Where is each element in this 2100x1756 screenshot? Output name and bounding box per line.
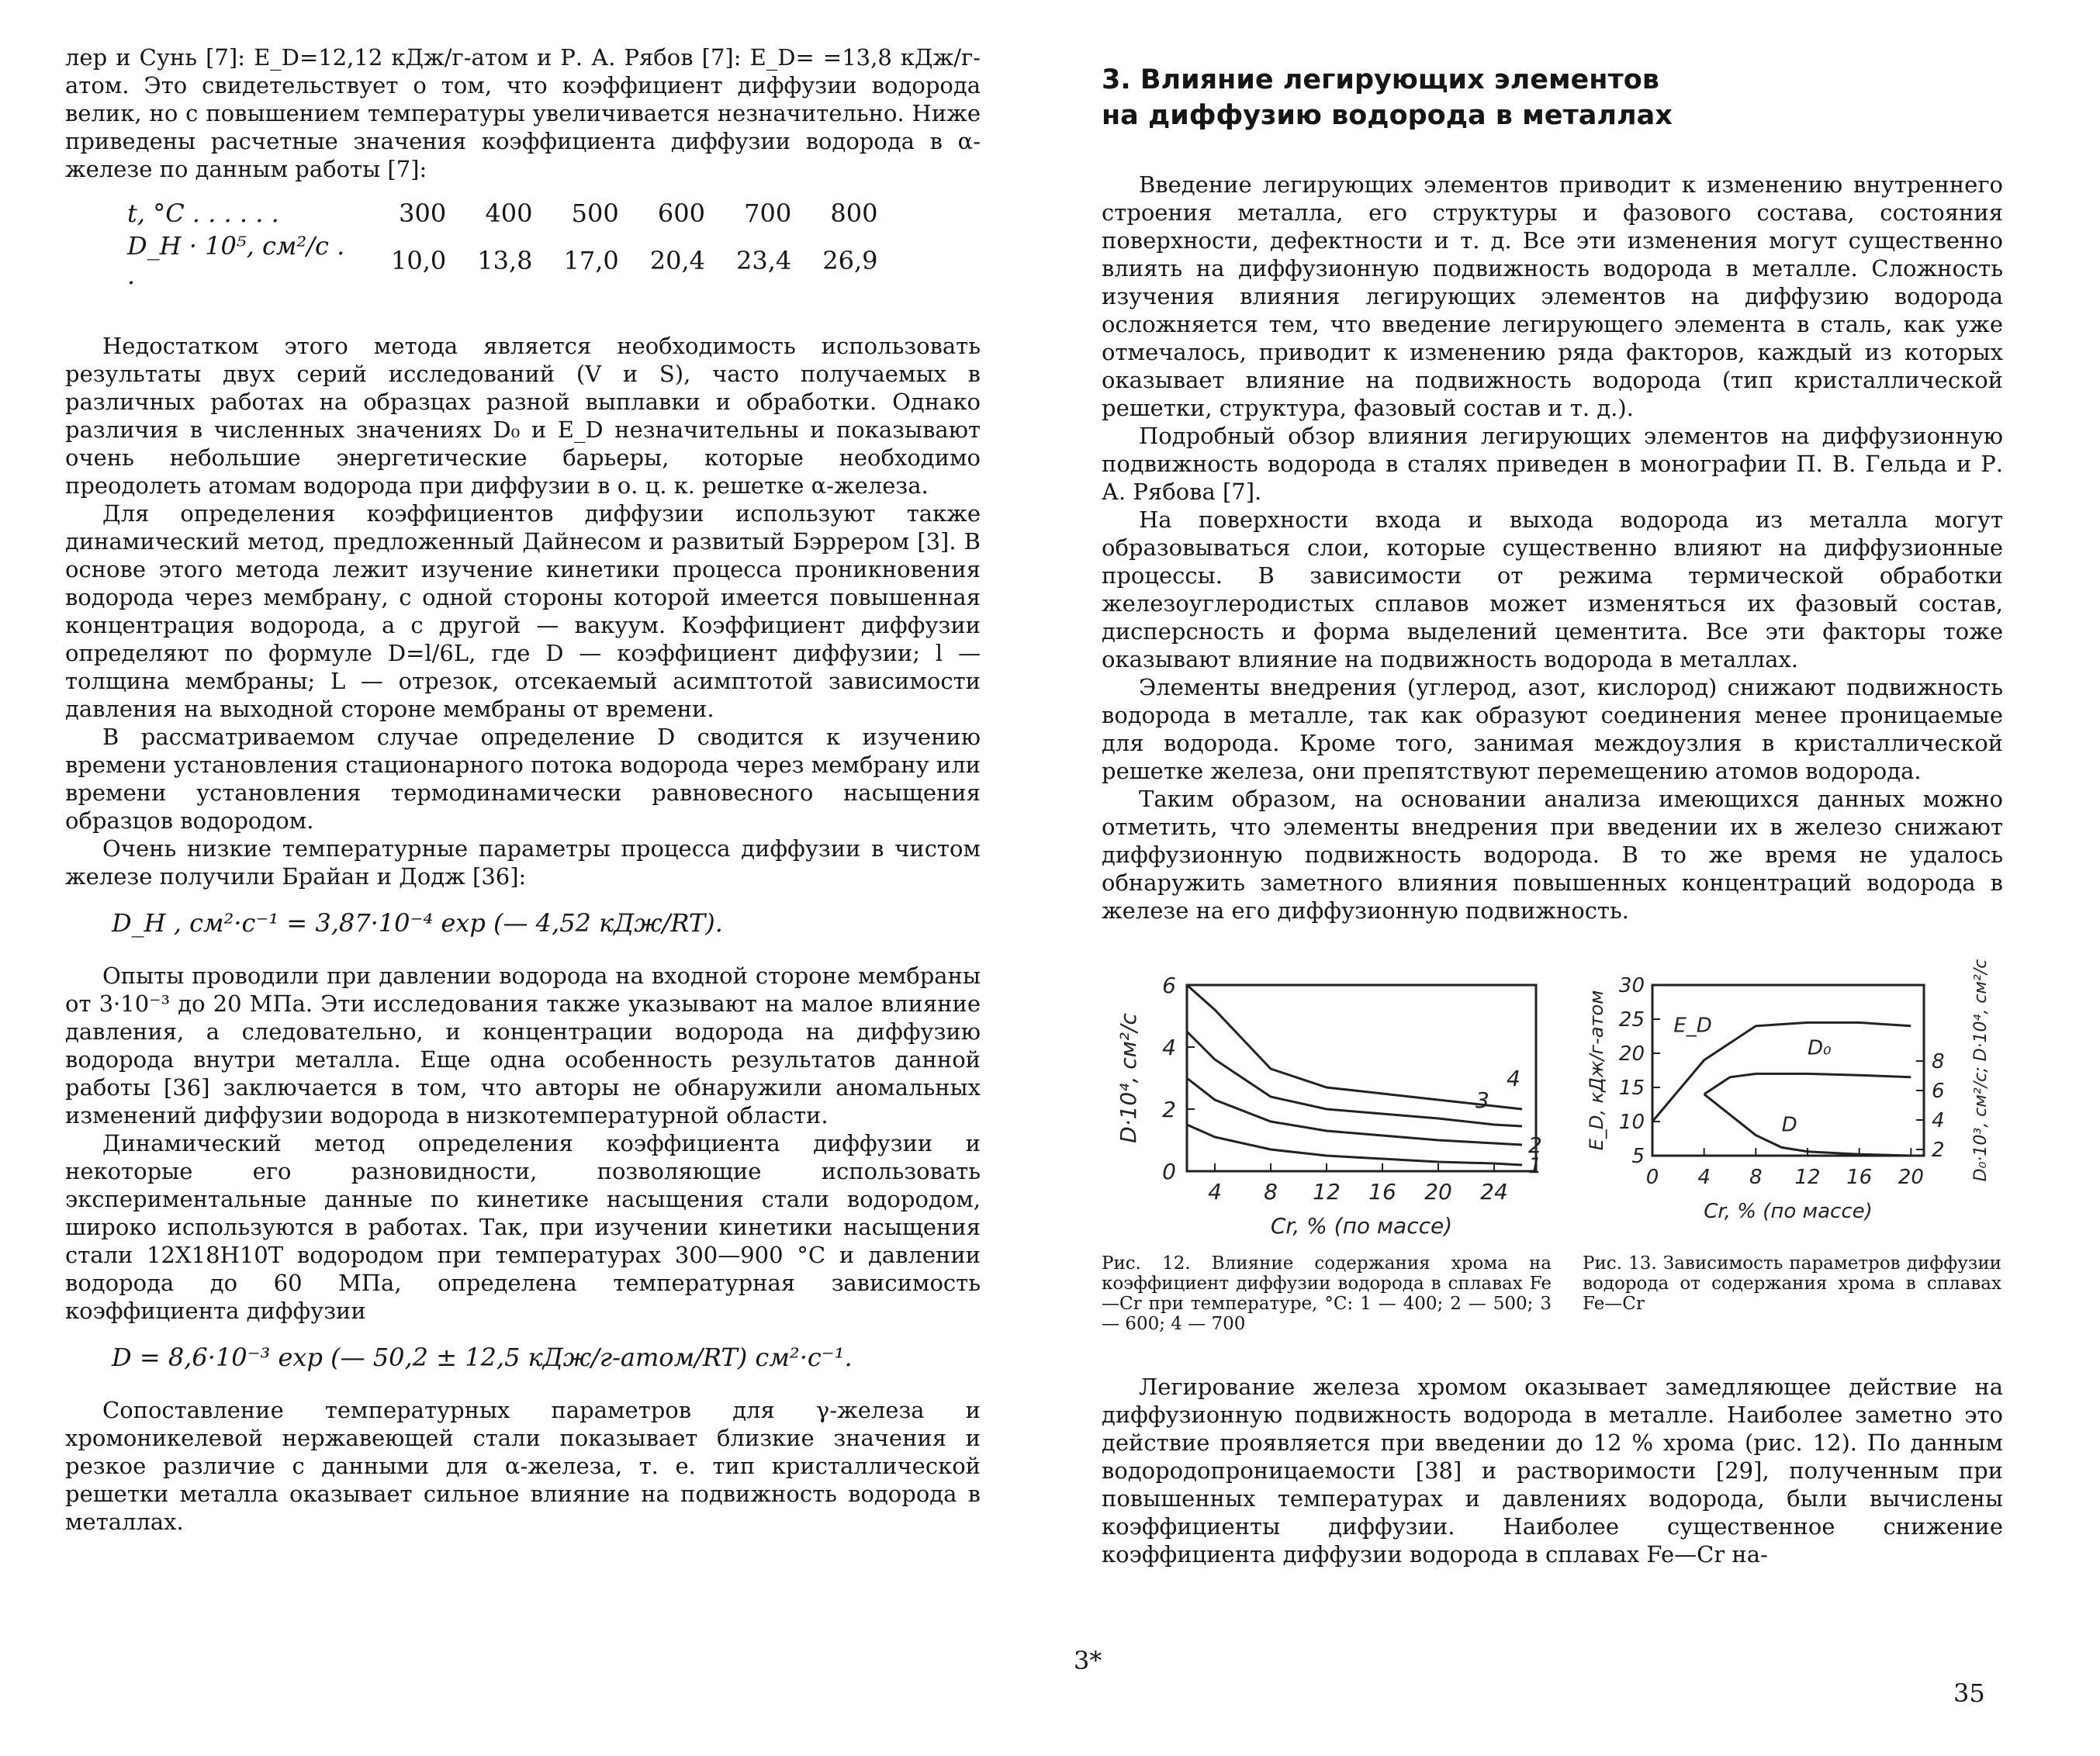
series-line-3: [1187, 1032, 1522, 1126]
table-cell: 20,4: [649, 246, 705, 275]
curve-label-3: 3: [1476, 1087, 1489, 1113]
table-cell: 13,8: [477, 246, 533, 275]
series-line-4: [1187, 985, 1522, 1109]
y-right-tick-label: 6: [1932, 1080, 1945, 1103]
right-paragraph-5: Таким образом, на основании анализа имеющихся данных можно отметить, что элементы внедрения при введении их в железо снижают диффузионную подвижность водорода. В то же время не удалось обнаружить заметного влияния повышенных концентраций водорода в железе на его диффузионную подвижность.: [1102, 786, 2003, 924]
figures-block: [1102, 954, 2003, 1357]
figure-13-caption: Рис. 13. Зависимость параметров диффузии водорода от содержания хрома в сплавах Fe—Cr: [1583, 1253, 2001, 1314]
y-right-tick-label: 8: [1932, 1050, 1945, 1073]
curve-label-1: 1: [1528, 1153, 1542, 1178]
diffusion-table: [112, 197, 894, 292]
x-axis-label: Cr, % (по массе): [1270, 1213, 1453, 1239]
table-row: [112, 197, 894, 230]
x-axis-label: Cr, % (по массе): [1704, 1200, 1873, 1223]
right-paragraph-1: Введение легирующих элементов приводит к изменению внутреннего строения металла, его структуры и фазового состава, состояния поверхности, дефектности и т. д. Все эти изменения могут существенно влиять на диффузионную подвижность водорода в металле. Сложность изучения влияния легирующих элементов на диффузию водорода осложняется тем, что введение легирующего элемента в сталь, как уже отмечалось, приводит к изменению ряда факторов, каждый из которых оказывает влияние на подвижность водорода (тип кристаллической решетки, структура, фазовый состав и т. д.).: [1102, 171, 2003, 421]
page-number: 35: [1953, 1678, 1985, 1708]
figure-12-chart: [1102, 954, 1567, 1249]
x-tick-label: 20: [1424, 1179, 1452, 1205]
table-cell: 600: [657, 199, 705, 228]
curve-label-1: D₀: [1808, 1036, 1832, 1060]
y-right-axis-label: D₀·10³, см²/с; D·10⁴, см²/с: [1971, 959, 1991, 1182]
x-tick-label: 16: [1368, 1179, 1396, 1205]
y-left-tick-label: 25: [1618, 1008, 1645, 1032]
table-cell: 300: [399, 199, 447, 228]
section-heading-line-2: на диффузию водорода в металлах: [1102, 100, 1673, 131]
x-tick-label: 12: [1794, 1166, 1821, 1189]
x-tick-label: 8: [1749, 1166, 1763, 1189]
y-left-tick-label: 10: [1618, 1111, 1645, 1134]
y-tick-label: 2: [1162, 1097, 1176, 1122]
left-page: [65, 0, 981, 1536]
right-paragraph-2: Подробный обзор влияния легирующих элементов на диффузионную подвижность водорода в сталях приведен в монографии П. В. Гельда и Р. А. Рябова [7].: [1102, 423, 2003, 505]
x-tick-label: 8: [1264, 1179, 1278, 1205]
right-paragraph-4: Элементы внедрения (углерод, азот, кислород) снижают подвижность водорода в металле, так как образуют соединения менее проницаемые для водорода. Кроме того, занимая междоузлия в кристаллической решетке железа, они препятствуют перемещению атомов водорода.: [1102, 674, 2003, 784]
table-cell: 400: [485, 199, 533, 228]
table-cell: 800: [830, 199, 878, 228]
formula-1: D_H , см²·с⁻¹ = 3,87·10⁻⁴ exp (— 4,52 кДж/RT).: [112, 908, 723, 938]
y-tick-label: 6: [1162, 973, 1176, 998]
left-paragraph-4: Очень низкие температурные параметры процесса диффузии в чистом железе получили Брайан и Додж [36]:: [65, 835, 981, 890]
right-paragraph-3: На поверхности входа и выхода водорода из металла могут образовываться слои, которые существенно влияют на диффузионные процессы. В зависимости от режима термической обработки железоуглеродистых сплавов может изменяться их фазовый состав, дисперсность и форма выделений цементита. Все эти факторы тоже оказывают влияние на подвижность водорода в металлах.: [1102, 506, 2003, 672]
curve-label-2: 2: [1528, 1132, 1542, 1158]
series-line-2: [1704, 1094, 1911, 1156]
x-tick-label: 16: [1846, 1166, 1873, 1189]
x-tick-label: 4: [1697, 1166, 1711, 1189]
series-line-1: [1187, 1125, 1522, 1165]
curve-label-4: 4: [1507, 1066, 1521, 1091]
y-tick-label: 0: [1162, 1159, 1176, 1184]
x-tick-label: 0: [1645, 1166, 1659, 1189]
table-cell: 23,4: [736, 246, 792, 275]
y-left-tick-label: 20: [1618, 1042, 1645, 1066]
y-axis-label: D·10⁴, см²/с: [1116, 1013, 1141, 1143]
table-cell: 17,0: [563, 246, 619, 275]
x-tick-label: 20: [1898, 1166, 1924, 1189]
table-cell: 26,9: [822, 246, 878, 275]
series-line-0: [1652, 1022, 1911, 1122]
y-tick-label: 4: [1162, 1035, 1176, 1060]
temp-label: t, °C . . . . . .: [127, 199, 279, 228]
diffusion-label: D_H · 10⁵, см²/с . .: [127, 231, 345, 290]
figure-13-chart: [1567, 954, 2003, 1249]
formula-2: D = 8,6·10⁻³ exp (— 50,2 ± 12,5 кДж/г-атом/RT) см²·с⁻¹.: [112, 1343, 853, 1372]
section-heading: [1102, 62, 2003, 133]
left-paragraph-1: Недостатком этого метода является необходимость использовать результаты двух серий исследований (V и S), часто получаемых в различных работах на образцах разной выплавки и обработки. Однако различия в численных значениях D₀ и E_D незначительны и показывают очень небольшие энергетические барьеры, которые необходимо преодолеть атомам водорода при диффузии в о. ц. к. решетке α-железа.: [65, 333, 981, 499]
left-paragraph-2: Для определения коэффициентов диффузии используют также динамический метод, предложенный Дайнесом и развитый Бэррером [3]. В основе этого метода лежит изучение кинетики процесса проникновения водорода через мембрану, с одной стороны которой имеется повышенная концентрация водорода, а с другой — вакуум. Коэффициент диффузии определяют по формуле D=l/6L, где D — коэффициент диффузии; l — толщина мембраны; L — отрезок, отсекаемый асимптотой зависимости давления на выходной стороне мембраны от времени.: [65, 500, 981, 722]
y-right-tick-label: 4: [1932, 1109, 1945, 1132]
y-left-tick-label: 5: [1631, 1145, 1645, 1168]
y-left-tick-label: 15: [1618, 1077, 1645, 1100]
y-left-tick-label: 30: [1618, 974, 1645, 997]
left-paragraph-7: Сопоставление температурных параметров для γ-железа и хромоникелевой нержавеющей стали показывает близкие значения и резкое различие с данными для α-железа, т. е. тип кристаллической решетки металла оказывает сильное влияние на подвижность водорода в металлах.: [65, 1397, 981, 1535]
table-cell: 10,0: [391, 246, 447, 275]
signature-mark: 3*: [1074, 1646, 1102, 1675]
x-tick-label: 12: [1313, 1179, 1341, 1205]
table-cell: 700: [744, 199, 792, 228]
left-paragraph-3: В рассматриваемом случае определение D сводится к изучению времени установления стационарного потока водорода через мембрану или времени установления термодинамически равновесного насыщения образцов водородом.: [65, 724, 981, 834]
left-paragraph-0: лер и Сунь [7]: E_D=12,12 кДж/г-атом и Р. А. Рябов [7]: E_D= =13,8 кДж/г-атом. Это свидетельствует о том, что коэффициент диффузии водорода велик, но с повышением температуры увеличивается незначительно. Ниже приведены расчетные значения коэффициента диффузии водорода в α-железе по данным работы [7]:: [65, 44, 981, 182]
series-line-1: [1704, 1073, 1911, 1094]
left-paragraph-6: Динамический метод определения коэффициента диффузии и некоторые его разновидности, позволяющие использовать экспериментальные данные по кинетике насыщения стали водородом, широко используются в работах. Так, при изучении кинетики насыщения стали 12Х18Н10Т водородом при температурах 300—900 °C и давлении водорода до 60 МПа, определена температурная зависимость коэффициента диффузии: [65, 1130, 981, 1324]
x-tick-label: 4: [1208, 1179, 1222, 1205]
x-tick-label: 24: [1480, 1179, 1508, 1205]
curve-label-2: D: [1781, 1113, 1797, 1137]
figure-12-caption: Рис. 12. Влияние содержания хрома на коэффициент диффузии водорода в сплавах Fe—Cr при температуре, °C: 1 — 400; 2 — 500; 3 — 600; 4 — 700: [1102, 1253, 1552, 1334]
left-paragraph-5: Опыты проводили при давлении водорода на входной стороне мембраны от 3·10⁻³ до 20 МПа. Эти исследования также указывают на малое влияние давления, а следовательно, и концентрации водорода на диффузию водорода внутри металла. Еще одна особенность результатов данной работы [36] заключается в том, что авторы не обнаружили аномальных изменений диффузии водорода в низкотемпературной области.: [65, 963, 981, 1129]
table-row: [112, 230, 894, 292]
curve-label-0: E_D: [1673, 1014, 1712, 1038]
section-heading-line-1: 3. Влияние легирующих элементов: [1102, 64, 1659, 95]
right-paragraph-6: Легирование железа хромом оказывает замедляющее действие на диффузионную подвижность водорода в металле. Наиболее заметно это действие проявляется при введении до 12 % хрома (рис. 12). По данным водородопроницаемости [38] и растворимости [29], полученным при повышенных температурах и давлениях водорода, были вычислены коэффициенты диффузии. Наиболее существенное снижение коэффициента диффузии водорода в сплавах Fe—Cr на-: [1102, 1374, 2003, 1568]
right-page: [1102, 0, 2003, 1568]
table-cell: 500: [571, 199, 619, 228]
y-right-tick-label: 2: [1932, 1139, 1945, 1162]
y-left-axis-label: E_D, кДж/г-атом: [1586, 990, 1607, 1151]
